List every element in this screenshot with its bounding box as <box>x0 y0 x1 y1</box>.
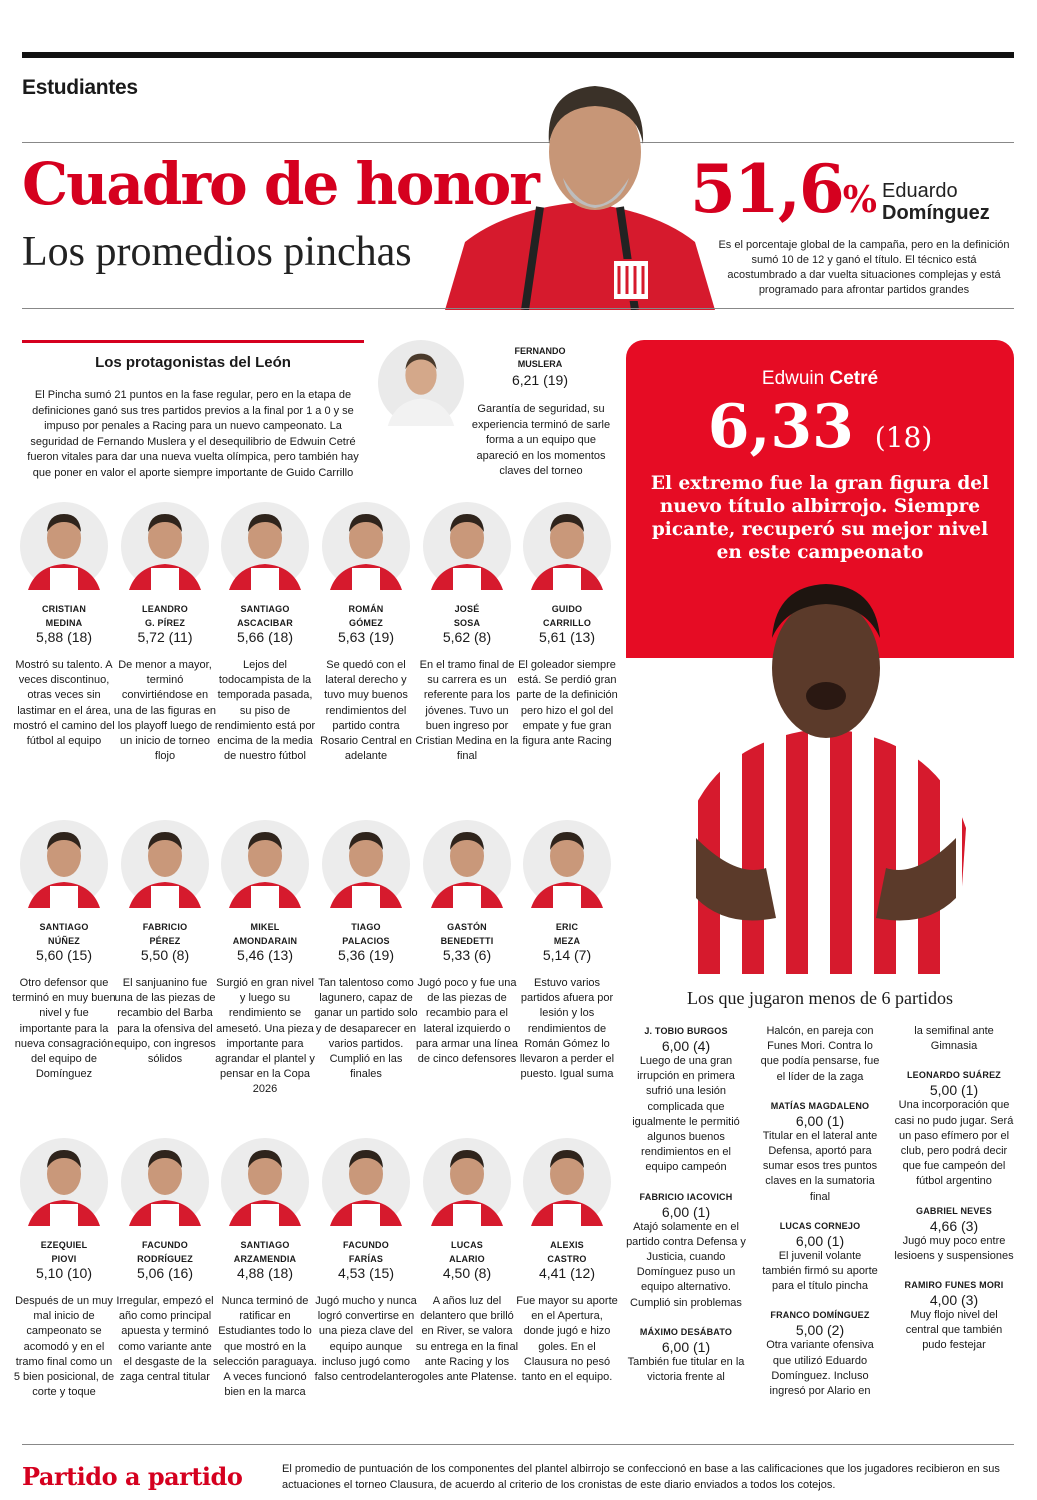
player-score: 5,72 (11) <box>137 629 193 645</box>
player-text: Otro defensor que terminó en muy buen nivel y fue importante para la nueva consagración del equipo de Domínguez <box>12 977 116 1081</box>
list-item <box>626 1325 746 1399</box>
player-score: 5,66 (18) <box>236 629 294 645</box>
less-column-3 <box>894 1024 1014 1368</box>
player-score: 5,60 (15) <box>35 947 93 963</box>
list-item-name: FRANCO DOMÍNGUEZ <box>770 1310 870 1321</box>
list-item-text: El juvenil volante también firmó su aporte para el título pincha <box>762 1249 878 1293</box>
player-photo <box>221 1138 309 1226</box>
list-item-text: Titular en el lateral ante Defensa, aportó para sumar esos tres puntos claves en la sumatoria final <box>762 1129 878 1203</box>
coach-pct-sign: % <box>842 179 875 221</box>
player-text: En el tramo final de su carrera es un referente para los jóvenes. Tuvo un buen ingreso por Cristian Medina en la final <box>415 659 519 763</box>
player-photo <box>378 340 464 426</box>
intro-title: Los protagonistas del León <box>95 354 291 371</box>
player-photo <box>423 502 511 590</box>
coach-description: Es el porcentaje global de la campaña, pero en la definición sumó 10 de 12 y ganó el título. El técnico está acostumbrado a dar vuelta situaciones complejas y está programado para afrontar partidos grandes <box>718 239 1010 296</box>
list-item-text: Jugó muy poco entre lesioens y suspensiones <box>894 1234 1014 1262</box>
list-item-text: Una incorporación que casi no pudo jugar. Será un paso efímero por el club, pero podrá decir que fue campeón del fútbol argentino <box>894 1099 1014 1188</box>
player-score: 4,88 (18) <box>236 1265 294 1281</box>
footer-title: Partido a partido <box>22 1462 243 1491</box>
player-photo <box>221 820 309 908</box>
list-item-name: MATÍAS MAGDALENO <box>770 1100 870 1111</box>
player-name: TIAGO PALACIOS <box>342 922 390 946</box>
list-item-score: 6,00 (1) <box>661 1203 711 1220</box>
coach-photo <box>445 82 715 310</box>
list-item-text: Luego de una gran irrupción en primera sufrió una lesión complicada que igualmente le permitió algunos buenos rendimientos en el equipo campeón <box>632 1055 740 1174</box>
list-item-name: FABRICIO IACOVICH <box>639 1191 733 1202</box>
footer-text: El promedio de puntuación de los componentes del plantel albirrojo se confeccionó en base a las calificaciones que los jugadores recibieron en sus actuaciones el torneo Clausura, de acuerdo al criterio de los cronistas de este diario enviados a todos los cotejos. <box>282 1463 1000 1491</box>
divider <box>22 308 1014 309</box>
player-name: SANTIAGO NÚÑEZ <box>39 922 89 946</box>
player-text: Garantía de seguridad, su experiencia terminó de sarle forma a un equipo que apareció en los momentos claves del torneo <box>471 403 611 477</box>
player-name: GUIDO CARRILLO <box>542 604 592 628</box>
list-item-score: 6,00 (1) <box>661 1338 711 1355</box>
player-text: Irregular, empezó el año como principal apuesta y terminó como variante ante el desgaste de la zaga central titular <box>116 1295 214 1384</box>
player-name: CRISTIAN MEDINA <box>41 604 87 628</box>
player-photo <box>121 1138 209 1226</box>
player-score: 5,50 (8) <box>140 947 190 963</box>
featured-score: 6,33 (18) <box>707 392 933 462</box>
player-text: Fue mayor su aporte en el Apertura, donde jugó e hizo goles. En el Clausura no pesó tanto en el equipo. <box>516 1295 618 1384</box>
player-name: ERIC MEZA <box>553 922 581 946</box>
featured-player-photo <box>676 578 976 974</box>
player-name: FACUNDO FARÍAS <box>343 1240 389 1264</box>
player-name: ALEXIS CASTRO <box>547 1240 587 1264</box>
coach-first-name: Eduardo <box>882 180 958 202</box>
list-item-name: MÁXIMO DESÁBATO <box>639 1326 733 1337</box>
list-item <box>760 1308 880 1413</box>
player-name: LEANDRO G. PÍREZ <box>142 604 188 628</box>
player-photo <box>322 1138 410 1226</box>
player-photo <box>121 502 209 590</box>
coach-last-name: Domínguez <box>882 202 990 224</box>
list-item <box>626 1024 746 1190</box>
player-name: MIKEL AMONDARAIN <box>232 922 298 946</box>
player-text: Después de un muy mal inicio de campeonato se acomodó y en el tramo final como un 5 bien posicional, de corte y toque <box>13 1295 115 1399</box>
player-score: 5,88 (18) <box>35 629 93 645</box>
player-name: FERNANDO MUSLERA <box>514 346 566 369</box>
player-photo <box>523 502 611 590</box>
list-item-score: 6,00 (1) <box>795 1112 845 1129</box>
player-photo <box>20 820 108 908</box>
top-bar <box>22 52 1014 58</box>
player-name: SANTIAGO ASCACIBAR <box>237 604 293 628</box>
less-column-2 <box>760 1024 880 1413</box>
player-text: De menor a mayor, terminó convirtiéndose en una de las figuras en los playoff luego de un inicio de torneo flojo <box>113 659 217 763</box>
section-label: Estudiantes <box>22 76 138 99</box>
player-text: Jugó mucho y nunca logró convertirse en una pieza clave del equipo aunque incluso jugó como falso centrodelantero <box>314 1295 418 1384</box>
list-item <box>760 1099 880 1219</box>
player-photo <box>221 502 309 590</box>
player-text: Se quedó con el lateral derecho y tuvo muy buenos rendimientos del partido contra Rosario Central en adelante <box>320 659 412 763</box>
player-name: LUCAS ALARIO <box>449 1240 485 1264</box>
player-name: ROMÁN GÓMEZ <box>348 604 384 628</box>
list-item-name: LUCAS CORNEJO <box>779 1220 861 1231</box>
player-score: 5,63 (19) <box>337 629 395 645</box>
player-score: 6,21 (19) <box>511 372 569 388</box>
player-text: Lejos del todocampista de la temporada pasada, su piso de rendimiento está por encima de la media de nuestro fútbol <box>214 659 316 763</box>
featured-player-card <box>626 340 1014 974</box>
player-text: El sanjuanino fue una de las piezas de recambio del Barba para la ofensiva del equipo, con ingresos sólidos <box>114 977 216 1066</box>
player-name: JOSÉ SOSA <box>453 604 481 628</box>
list-item-score: 4,66 (3) <box>929 1217 979 1234</box>
player-text: Nunca terminó de ratificar en Estudiantes todo lo que mostró en la selección paraguaya. A veces funcionó bien en la marca <box>213 1295 317 1399</box>
player-score: 5,06 (16) <box>136 1265 194 1281</box>
player-score: 5,14 (7) <box>542 947 592 963</box>
list-item-name: RAMIRO FUNES MORI <box>904 1280 1004 1291</box>
player-photo <box>322 502 410 590</box>
list-item <box>894 1204 1014 1278</box>
list-item-text: Halcón, en pareja con Funes Mori. Contra lo que podía pensarse, fue el líder de la zaga <box>760 1025 880 1083</box>
list-item-score: 4,00 (3) <box>929 1292 979 1309</box>
coach-percentage <box>690 150 875 228</box>
list-item-text: Otra variante ofensiva que utilizó Eduardo Domínguez. Incluso ingresó por Alario en <box>766 1339 874 1398</box>
player-name: FABRICIO PÉREZ <box>142 922 188 946</box>
player-score: 4,41 (12) <box>538 1265 596 1281</box>
less-column-1 <box>626 1024 746 1399</box>
list-item-name: J. TOBIO BURGOS <box>644 1026 728 1036</box>
list-item-text: También fue titular en la victoria frente al <box>627 1355 745 1384</box>
player-photo <box>423 1138 511 1226</box>
player-photo <box>20 1138 108 1226</box>
player-text: Surgió en gran nivel y luego su rendimiento se amesetó. Una pieza importante para agrandar el plantel y pensar en la Copa 2026 <box>215 977 315 1096</box>
player-photo <box>523 820 611 908</box>
player-name: EZEQUIEL PIOVI <box>40 1240 88 1264</box>
list-item-score: 5,00 (1) <box>929 1082 979 1099</box>
player-text: Jugó poco y fue una de las piezas de recambio para el lateral izquierdo o para armar una línea de cinco defensores <box>415 977 519 1066</box>
player-name: GASTÓN BENEDETTI <box>440 922 494 946</box>
player-photo <box>121 820 209 908</box>
list-item <box>894 1278 1014 1368</box>
list-item <box>626 1190 746 1325</box>
coach-pct-value: 51,6 <box>690 150 843 228</box>
list-item <box>760 1219 880 1309</box>
list-item-name: LEONARDO SUÁREZ <box>906 1070 1001 1081</box>
less-title: Los que jugaron menos de 6 partidos <box>687 988 953 1008</box>
list-item <box>894 1068 1014 1203</box>
list-item-score: 5,00 (2) <box>795 1322 845 1339</box>
player-score: 5,10 (10) <box>35 1265 93 1281</box>
list-item-text: la semifinal ante Gimnasia <box>914 1025 994 1053</box>
player-score: 4,50 (8) <box>442 1265 492 1281</box>
player-score: 4,53 (15) <box>337 1265 395 1281</box>
accent-rule <box>22 340 364 343</box>
player-score: 5,33 (6) <box>442 947 492 963</box>
player-text: A años luz del delantero que brilló en River, se valora su entrega en la final ante Racing y los goles ante Platense. <box>415 1295 519 1384</box>
player-text: Mostró su talento. A veces discontinuo, otras veces sin lastimar en el área, mostró el camino del fútbol al equipo <box>13 659 115 748</box>
player-photo <box>523 1138 611 1226</box>
player-score: 5,61 (13) <box>538 629 596 645</box>
player-photo <box>322 820 410 908</box>
player-name: SANTIAGO ARZAMENDIA <box>233 1240 297 1264</box>
player-score: 5,36 (19) <box>337 947 395 963</box>
list-item-text: Muy flojo nivel del central que también pudo festejar <box>905 1309 1003 1352</box>
list-item-score: 6,00 (4) <box>661 1038 711 1054</box>
featured-description: El extremo fue la gran figura del nuevo título albirrojo. Siempre picante, recuperó su mejor nivel en este campeonato <box>650 473 990 563</box>
player-text: El goleador siempre está. Se perdió gran parte de la definición pero hizo el gol del empate y fue gran figura ante Racing <box>516 659 618 748</box>
player-score: 5,46 (13) <box>236 947 294 963</box>
intro-text: El Pincha sumó 21 puntos en la fase regular, pero en la etapa de definiciones ganó sus tres partidos previos a la final por 1 a 0 y se impuso por penales a Racing para un nuevo campeonato. La seguridad de Fernando Muslera y el desequilibrio de Edwuin Cetré fueron vitales para dar una nueva vuelta olímpica, pero también hay que poner en valor el aporte siempre importante de Guido Carrillo <box>27 389 359 479</box>
player-photo <box>20 502 108 590</box>
player-text: Estuvo varios partidos afuera por lesión y los rendimientos de Román Gómez lo llevaron a perder el puesto. Igual suma <box>519 977 615 1081</box>
headline: Cuadro de honor <box>22 150 538 218</box>
player-text: Tan talentoso como lagunero, capaz de ganar un partido solo y de desaparecer en varios partidos. Cumplió en las finales <box>314 977 418 1081</box>
list-item-text: Atajó solamente en el partido contra Defensa y Justicia, cuando Domínguez puso un equipo alternativo. Cumplió sin problemas <box>626 1220 746 1309</box>
player-score: 5,62 (8) <box>442 629 492 645</box>
list-item-name: GABRIEL NEVES <box>916 1205 992 1216</box>
subheadline: Los promedios pinchas <box>22 229 412 275</box>
player-name: FACUNDO RODRÍGUEZ <box>137 1240 193 1264</box>
featured-name: Edwuin Cetré <box>761 368 879 389</box>
player-photo <box>423 820 511 908</box>
divider <box>22 1444 1014 1445</box>
list-item-score: 6,00 (1) <box>795 1232 845 1249</box>
